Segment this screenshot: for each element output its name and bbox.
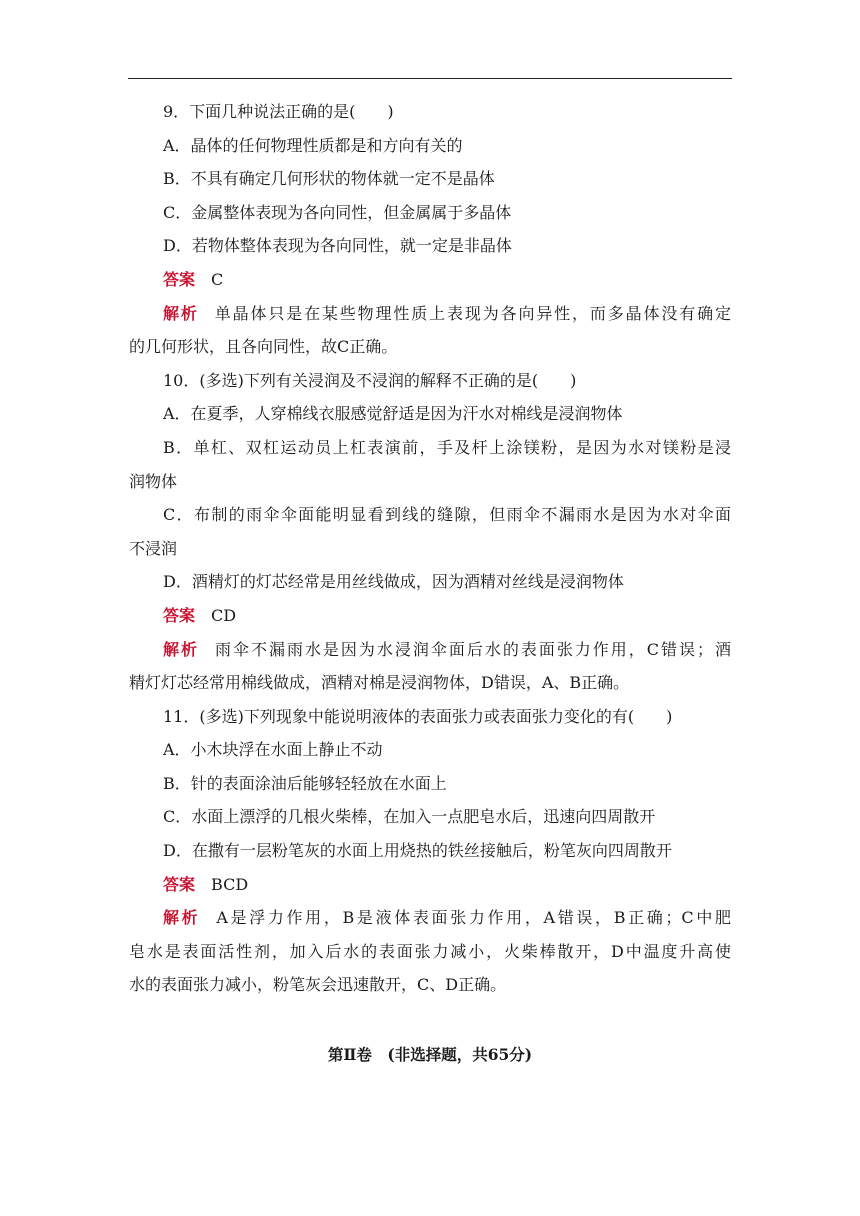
q9-analysis-line-2: 的几何形状，且各向同性，故C正确。 [129,337,398,357]
answer-value: BCD [211,874,249,894]
q10-answer [129,599,731,633]
q11-option-c: C．水面上漂浮的几根火柴棒，在加入一点肥皂水后，迅速向四周散开 [163,807,656,827]
analysis-label: 解析 [163,303,199,323]
section-title: 第Ⅱ卷 (非选择题，共65分) [327,1045,533,1064]
q10-option-b: B．单杠、双杠运动员上杠表演前，手及杆上涂镁粉，是因为水对镁粉是浸 [163,437,731,457]
q11-analysis-line-2: 皂水是表面活性剂，加入后水的表面张力减小，火柴棒散开，D中温度升高使 [129,941,731,961]
answer-value: CD [211,605,237,625]
question-content [129,95,731,1002]
q11-answer [129,868,731,902]
answer-label: 答案 [163,269,196,289]
answer-label: 答案 [163,874,196,894]
header-rule [128,78,732,79]
q9-option-c: C．金属整体表现为各向同性，但金属属于多晶体 [163,202,512,222]
q11-option-d: D．在撒有一层粉笔灰的水面上用烧热的铁丝接触后，粉笔灰向四周散开 [163,841,672,861]
q11-option-b: B．针的表面涂油后能够轻轻放在水面上 [163,773,447,793]
answer-label: 答案 [163,605,196,625]
q11-analysis-line-1 [129,901,731,935]
q9-analysis-line-1 [129,297,731,331]
q9-stem: 9．下面几种说法正确的是( ) [163,102,394,121]
q9-answer [129,263,731,297]
analysis-text: 雨伞不漏雨水是因为水浸润伞面后水的表面张力作用，C错误；酒 [214,639,731,659]
q10-option-c-cont: 不浸润 [129,538,178,558]
q9-option-a: A．晶体的任何物理性质都是和方向有关的 [163,135,463,155]
q10-stem: 10．(多选)下列有关浸润及不浸润的解释不正确的是( ) [163,370,577,390]
q10-option-c: C．布制的雨伞伞面能明显看到线的缝隙，但雨伞不漏雨水是因为水对伞面 [163,505,731,525]
q10-analysis-line-2: 精灯灯芯经常用棉线做成，酒精对棉是浸润物体，D错误，A、B正确。 [129,673,630,693]
q11-analysis-line-3: 水的表面张力减小，粉笔灰会迅速散开，C、D正确。 [129,975,507,995]
q10-option-a: A．在夏季，人穿棉线衣服感觉舒适是因为汗水对棉线是浸润物体 [163,404,623,424]
q10-analysis-line-1 [129,633,731,667]
q10-option-d: D．酒精灯的灯芯经常是用丝线做成，因为酒精对丝线是浸润物体 [163,572,624,592]
analysis-label: 解析 [163,639,199,659]
q9-option-d: D．若物体整体表现为各向同性，就一定是非晶体 [163,236,512,256]
analysis-text: 单晶体只是在某些物理性质上表现为各向异性，而多晶体没有确定 [214,303,731,323]
q9-option-b: B．不具有确定几何形状的物体就一定不是晶体 [163,169,495,189]
q11-stem: 11．(多选)下列现象中能说明液体的表面张力或表面张力变化的有( ) [163,706,673,726]
q10-option-b-cont: 润物体 [129,471,178,491]
analysis-label: 解析 [163,908,201,928]
analysis-text: A是浮力作用，B是液体表面张力作用，A错误，B正确；C中肥 [216,908,731,928]
q11-option-a: A．小木块浮在水面上静止不动 [163,740,383,760]
answer-value: C [211,269,224,289]
